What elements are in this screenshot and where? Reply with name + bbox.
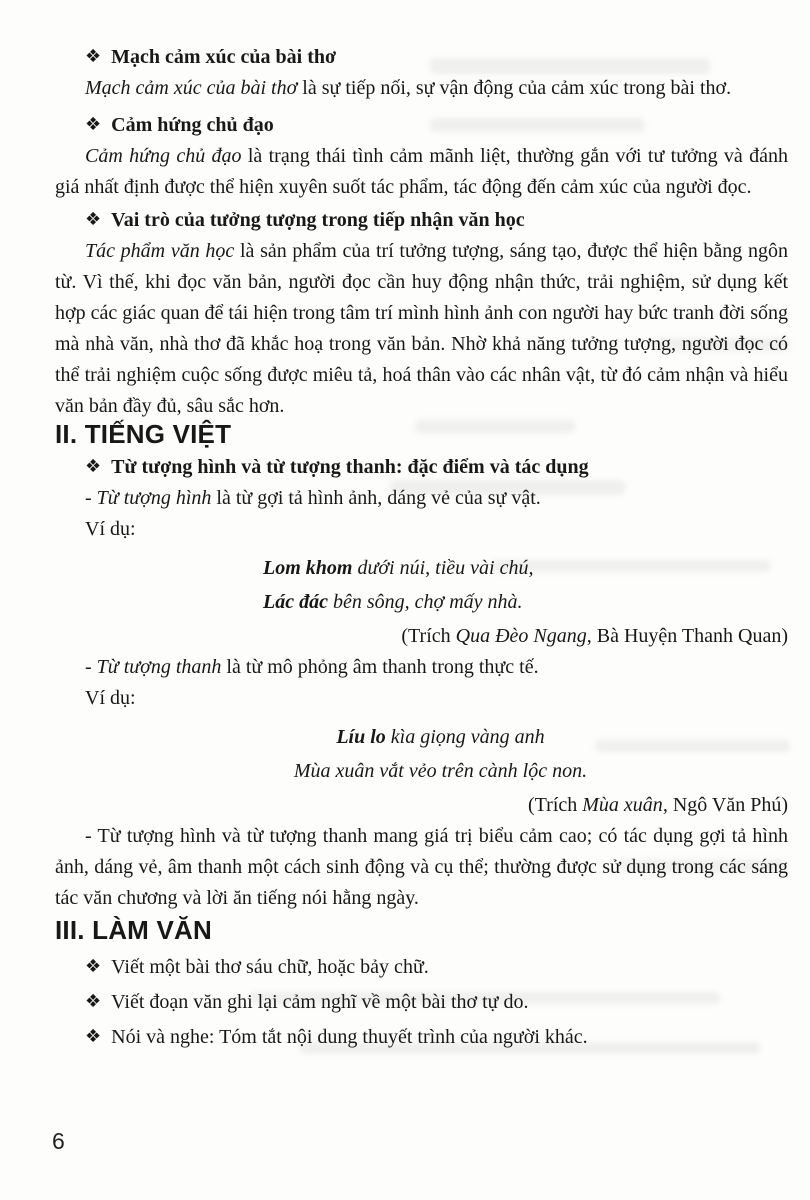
- item-text: Viết đoạn văn ghi lại cảm nghĩ về một bài thơ tự do.: [111, 991, 529, 1013]
- diamond-bullet-icon: ❖: [85, 46, 102, 67]
- definition-cam-hung: [55, 141, 788, 203]
- term-italic: Mạch cảm xúc của bài thơ: [85, 77, 298, 99]
- item-text: Viết một bài thơ sáu chữ, hoặc bảy chữ.: [111, 956, 429, 978]
- definition-tu-tuong-hinh: [55, 483, 788, 514]
- definition-text: là sự tiếp nối, sự vận động của cảm xúc trong bài thơ.: [297, 77, 732, 99]
- item-text: Nói và nghe: Tóm tắt nội dung thuyết trình của người khác.: [111, 1026, 588, 1048]
- lam-van-item: [55, 1020, 788, 1055]
- poem-title-italic: Mùa xuân: [582, 794, 663, 816]
- example-label: Ví dụ:: [85, 687, 136, 709]
- verse-text: dưới núi, tiều vài chú,: [352, 557, 534, 579]
- verse-text: bên sông, chợ mấy nhà.: [327, 591, 523, 613]
- page-number: 6: [52, 1128, 65, 1154]
- dash-marker: -: [85, 656, 97, 678]
- attribution-author: , Ngô Văn Phú): [662, 794, 788, 816]
- lam-van-item: [55, 950, 788, 985]
- onomatopoeia-highlight: Líu lo: [336, 726, 386, 748]
- diamond-bullet-icon: ❖: [85, 114, 102, 135]
- poem-attribution: [55, 790, 788, 821]
- diamond-bullet-icon: ❖: [85, 991, 102, 1012]
- term-italic: Từ tượng hình: [96, 487, 212, 509]
- verse-line: [93, 720, 788, 754]
- section-heading-tieng-viet: II. TIẾNG VIỆT: [55, 419, 232, 449]
- topic-heading-cam-hung: [55, 110, 788, 141]
- topic-heading-text: Từ tượng hình và từ tượng thanh: đặc điểm và tác dụng: [111, 456, 589, 478]
- definition-text: là từ mô phỏng âm thanh trong thực tế.: [221, 656, 539, 678]
- diamond-bullet-icon: ❖: [85, 956, 102, 977]
- verse-line: [263, 551, 788, 585]
- term-italic: Tác phẩm văn học: [85, 240, 235, 262]
- lam-van-item: [55, 985, 788, 1020]
- topic-heading-mach-cam-xuc: [55, 42, 788, 73]
- onomatopoeia-highlight: Lom khom: [263, 557, 353, 579]
- attribution-prefix: (Trích: [401, 625, 456, 647]
- term-italic: Từ tượng thanh: [96, 656, 222, 678]
- example-label: Ví dụ:: [85, 518, 136, 540]
- definition-text: là từ gợi tả hình ảnh, dáng vẻ của sự vật.: [211, 487, 541, 509]
- poem-title-italic: Qua Đèo Ngang: [455, 625, 587, 647]
- definition-vai-tro: [55, 236, 788, 422]
- poem-mua-xuan: [55, 720, 788, 788]
- verse-line: Mùa xuân vắt vẻo trên cành lộc non.: [293, 760, 588, 782]
- verse-line: [263, 585, 788, 619]
- attribution-prefix: (Trích: [527, 794, 583, 816]
- term-italic: Cảm hứng chủ đạo: [85, 145, 242, 167]
- section-heading-lam-van: III. LÀM VĂN: [55, 915, 212, 945]
- summary-paragraph: - Từ tượng hình và từ tượng thanh mang giá trị biểu cảm cao; có tác dụng gợi tả hình ảnh, dáng vẻ, âm thanh một cách sinh động và cụ thể; thường được sử dụng trong các sáng tác văn chương và lời ăn tiếng nói hằng ngày.: [55, 825, 788, 909]
- topic-heading-text: Mạch cảm xúc của bài thơ: [111, 46, 337, 68]
- topic-heading-text: Vai trò của tưởng tượng trong tiếp nhận văn học: [111, 209, 525, 231]
- diamond-bullet-icon: ❖: [85, 456, 102, 477]
- diamond-bullet-icon: ❖: [85, 209, 102, 230]
- verse-text: kìa giọng vàng anh: [385, 726, 545, 748]
- dash-marker: -: [85, 487, 97, 509]
- definition-text: là sản phẩm của trí tưởng tượng, sáng tạo, được thể hiện bằng ngôn từ. Vì thế, khi đọc văn bản, người đọc cần huy động nhận thức, trải nghiệm, sử dụng kết hợp các giác quan để tái hiện trong tâm trí mình hình ảnh con người hay bức tranh đời sống mà nhà văn, nhà thơ đã khắc hoạ trong văn bản. Nhờ khả năng tưởng tượng, người đọc có thể trải nghiệm cuộc sống được miêu tả, hoá thân vào các nhân vật, từ đó cảm nhận và hiểu văn bản đầy đủ, sâu sắc hơn.: [55, 240, 788, 417]
- document-content: [55, 42, 788, 1055]
- attribution-author: , Bà Huyện Thanh Quan): [586, 625, 788, 647]
- topic-heading-text: Cảm hứng chủ đạo: [111, 114, 274, 136]
- onomatopoeia-highlight: Lác đác: [263, 591, 328, 613]
- poem-qua-deo-ngang: [263, 551, 788, 619]
- diamond-bullet-icon: ❖: [85, 1026, 102, 1047]
- definition-text: là trạng thái tình cảm mãnh liệt, thường gắn với tư tưởng và đánh giá nhất định được thể hiện xuyên suốt tác phẩm, tác động đến cảm xúc của người đọc.: [55, 145, 788, 198]
- topic-heading-vai-tro: [55, 205, 788, 236]
- poem-attribution: [55, 621, 788, 652]
- topic-heading-tu-tuong-hinh-thanh: [55, 452, 788, 483]
- definition-tu-tuong-thanh: [55, 652, 788, 683]
- definition-mach-cam-xuc: [55, 73, 788, 104]
